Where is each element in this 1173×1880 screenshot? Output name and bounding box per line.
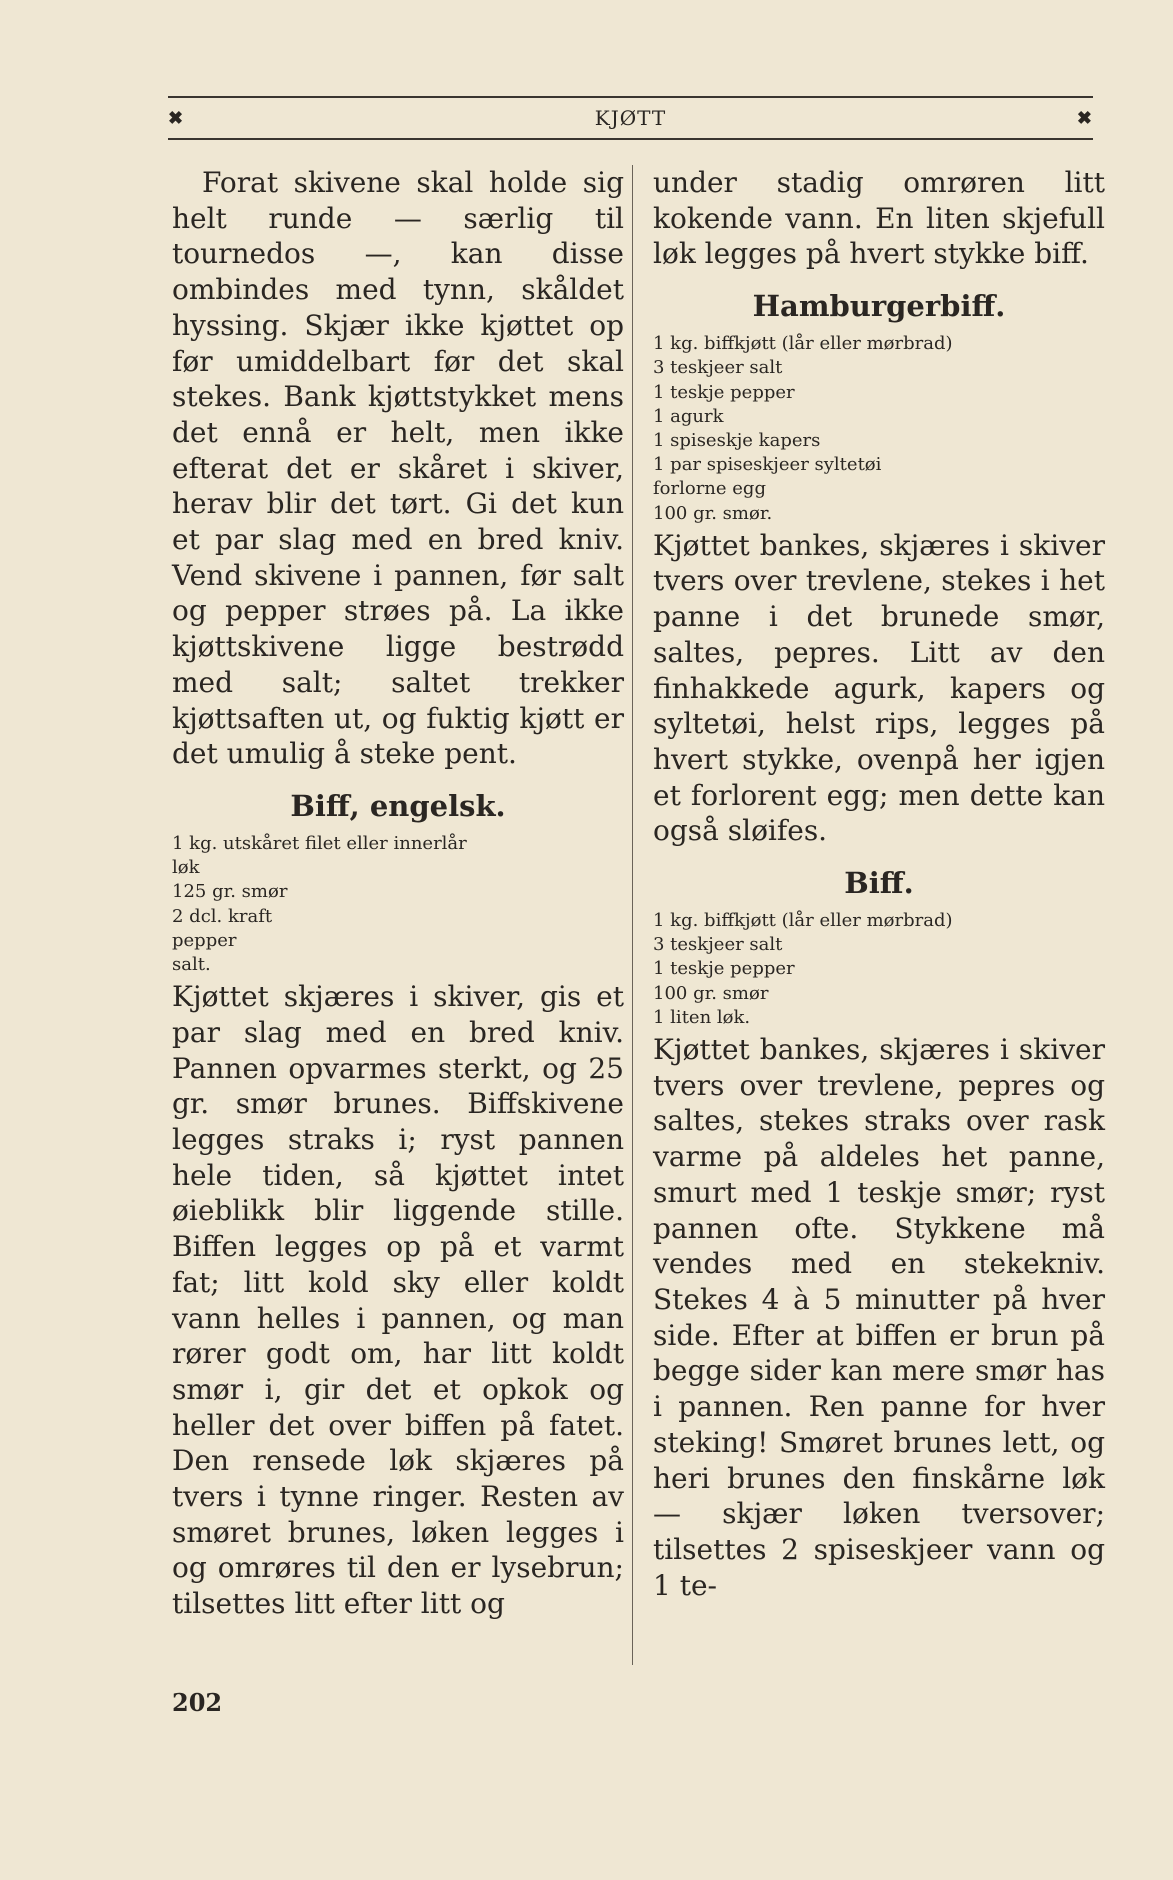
ingredient-item: 1 par spiseskjeer syltetøi <box>653 454 882 476</box>
ingredient-item: 3 teskjeer salt <box>653 934 783 956</box>
ingredient-list-biff <box>653 909 1105 1030</box>
ingredient-item: forlorne egg <box>653 478 766 500</box>
ingredient-item: 1 agurk <box>653 405 724 427</box>
intro-paragraph: Forat skivene skal holde sig helt runde — særlig til tournedos —, kan disse ombindes med tynn, skåldet hyssing. Skjær ikke kjøttet op før umiddelbart før det skal stekes. Bank kjøttstykket mens det ennå er helt, men ikke efterat det er skåret i skiver, herav blir det tørt. Gi det kun et par slag med en bred kniv. Vend skivene i pannen, før salt og pepper strøes på. La ikke kjøttskivene ligge bestrødd med salt; saltet trekker kjøttsaften ut, og fuktig kjøtt er det umulig å steke pent. <box>172 166 624 771</box>
recipe-text-hamburgerbiff: Kjøttet bankes, skjæres i skiver tvers over trevlene, stekes i het panne i det brunede smør, saltes, pepres. Litt av den finhakkede agurk, kapers og syltetøi, helst rips, legges på hvert stykke, ovenpå her igjen et forlorent egg; men dette kan også sløifes. <box>653 528 1105 848</box>
continuation-paragraph: under stadig omrøren litt kokende vann. En liten skjefull løk legges på hvert stykke biff. <box>653 166 1105 271</box>
ingredient-item: 125 gr. smør <box>172 881 288 903</box>
ingredient-item: pepper <box>172 929 237 951</box>
recipe-text-biff-engelsk: Kjøttet skjæres i skiver, gis et par slag med en bred kniv. Pannen opvarmes sterkt, og 25 gr. smør brunes. Biffskivene legges straks i; ryst pannen hele tiden, så kjøttet intet øieblikk blir liggende stille. Biffen legges op på et varmt fat; litt kold sky eller koldt vann helles i pannen, og man rører godt om, har litt koldt smør i, gir det et opkok og heller det over biffen på fatet. Den rensede løk skjæres på tvers i tynne ringer. Resten av smøret brunes, løken legges i og omrøres til den er lysebrun; tilsettes litt efter litt og <box>172 980 624 1621</box>
ingredient-item: 1 kg. biffkjøtt (lår eller mørbrad) <box>653 333 953 355</box>
running-title: KJØTT <box>594 106 667 130</box>
left-column <box>172 165 624 1622</box>
ingredient-item: salt. <box>172 953 211 975</box>
recipe-text-biff: Kjøttet bankes, skjæres i skiver tvers over trevlene, pepres og saltes, stekes straks over rask varme på aldeles het panne, smurt med 1 teskje smør; ryst pannen ofte. Stykkene må vendes med en stekekniv. Stekes 4 à 5 minutter på hver side. Efter at biffen er brun på begge sider kan mere smør has i pannen. Ren panne for hver steking! Smøret brunes lett, og heri brunes den finskårne løk — skjær løken tversover; tilsettes 2 spiseskjeer vann og 1 te- <box>653 1033 1105 1602</box>
ingredient-item: 1 spiseskje kapers <box>653 429 821 451</box>
ingredient-item: 1 teskje pepper <box>653 958 795 980</box>
running-header <box>168 96 1093 140</box>
ingredient-item: 1 liten løk. <box>653 1006 751 1028</box>
recipe-title-hamburgerbiff: Hamburgerbiff. <box>752 289 1006 324</box>
ingredient-item: 2 dcl. kraft <box>172 905 273 927</box>
right-ornament-icon: ✖ <box>1076 107 1093 129</box>
ingredient-item: 100 gr. smør. <box>653 502 773 524</box>
ingredient-item: 100 gr. smør <box>653 982 769 1004</box>
ingredient-list-biff-engelsk <box>172 832 624 977</box>
column-divider <box>632 165 633 1665</box>
page-number: 202 <box>172 1688 223 1717</box>
right-column <box>653 165 1105 1603</box>
ingredient-item: 1 teskje pepper <box>653 381 795 403</box>
ingredient-item: 1 kg. utskåret filet eller innerlår <box>172 832 467 854</box>
ingredient-item: 3 teskjeer salt <box>653 357 783 379</box>
ingredient-item: 1 kg. biffkjøtt (lår eller mørbrad) <box>653 910 953 932</box>
ingredient-list-hamburgerbiff <box>653 332 1105 526</box>
recipe-title-biff: Biff. <box>844 866 914 901</box>
recipe-title-biff-engelsk: Biff, engelsk. <box>290 788 506 823</box>
ingredient-item: løk <box>172 857 200 879</box>
left-ornament-icon: ✖ <box>168 107 185 129</box>
